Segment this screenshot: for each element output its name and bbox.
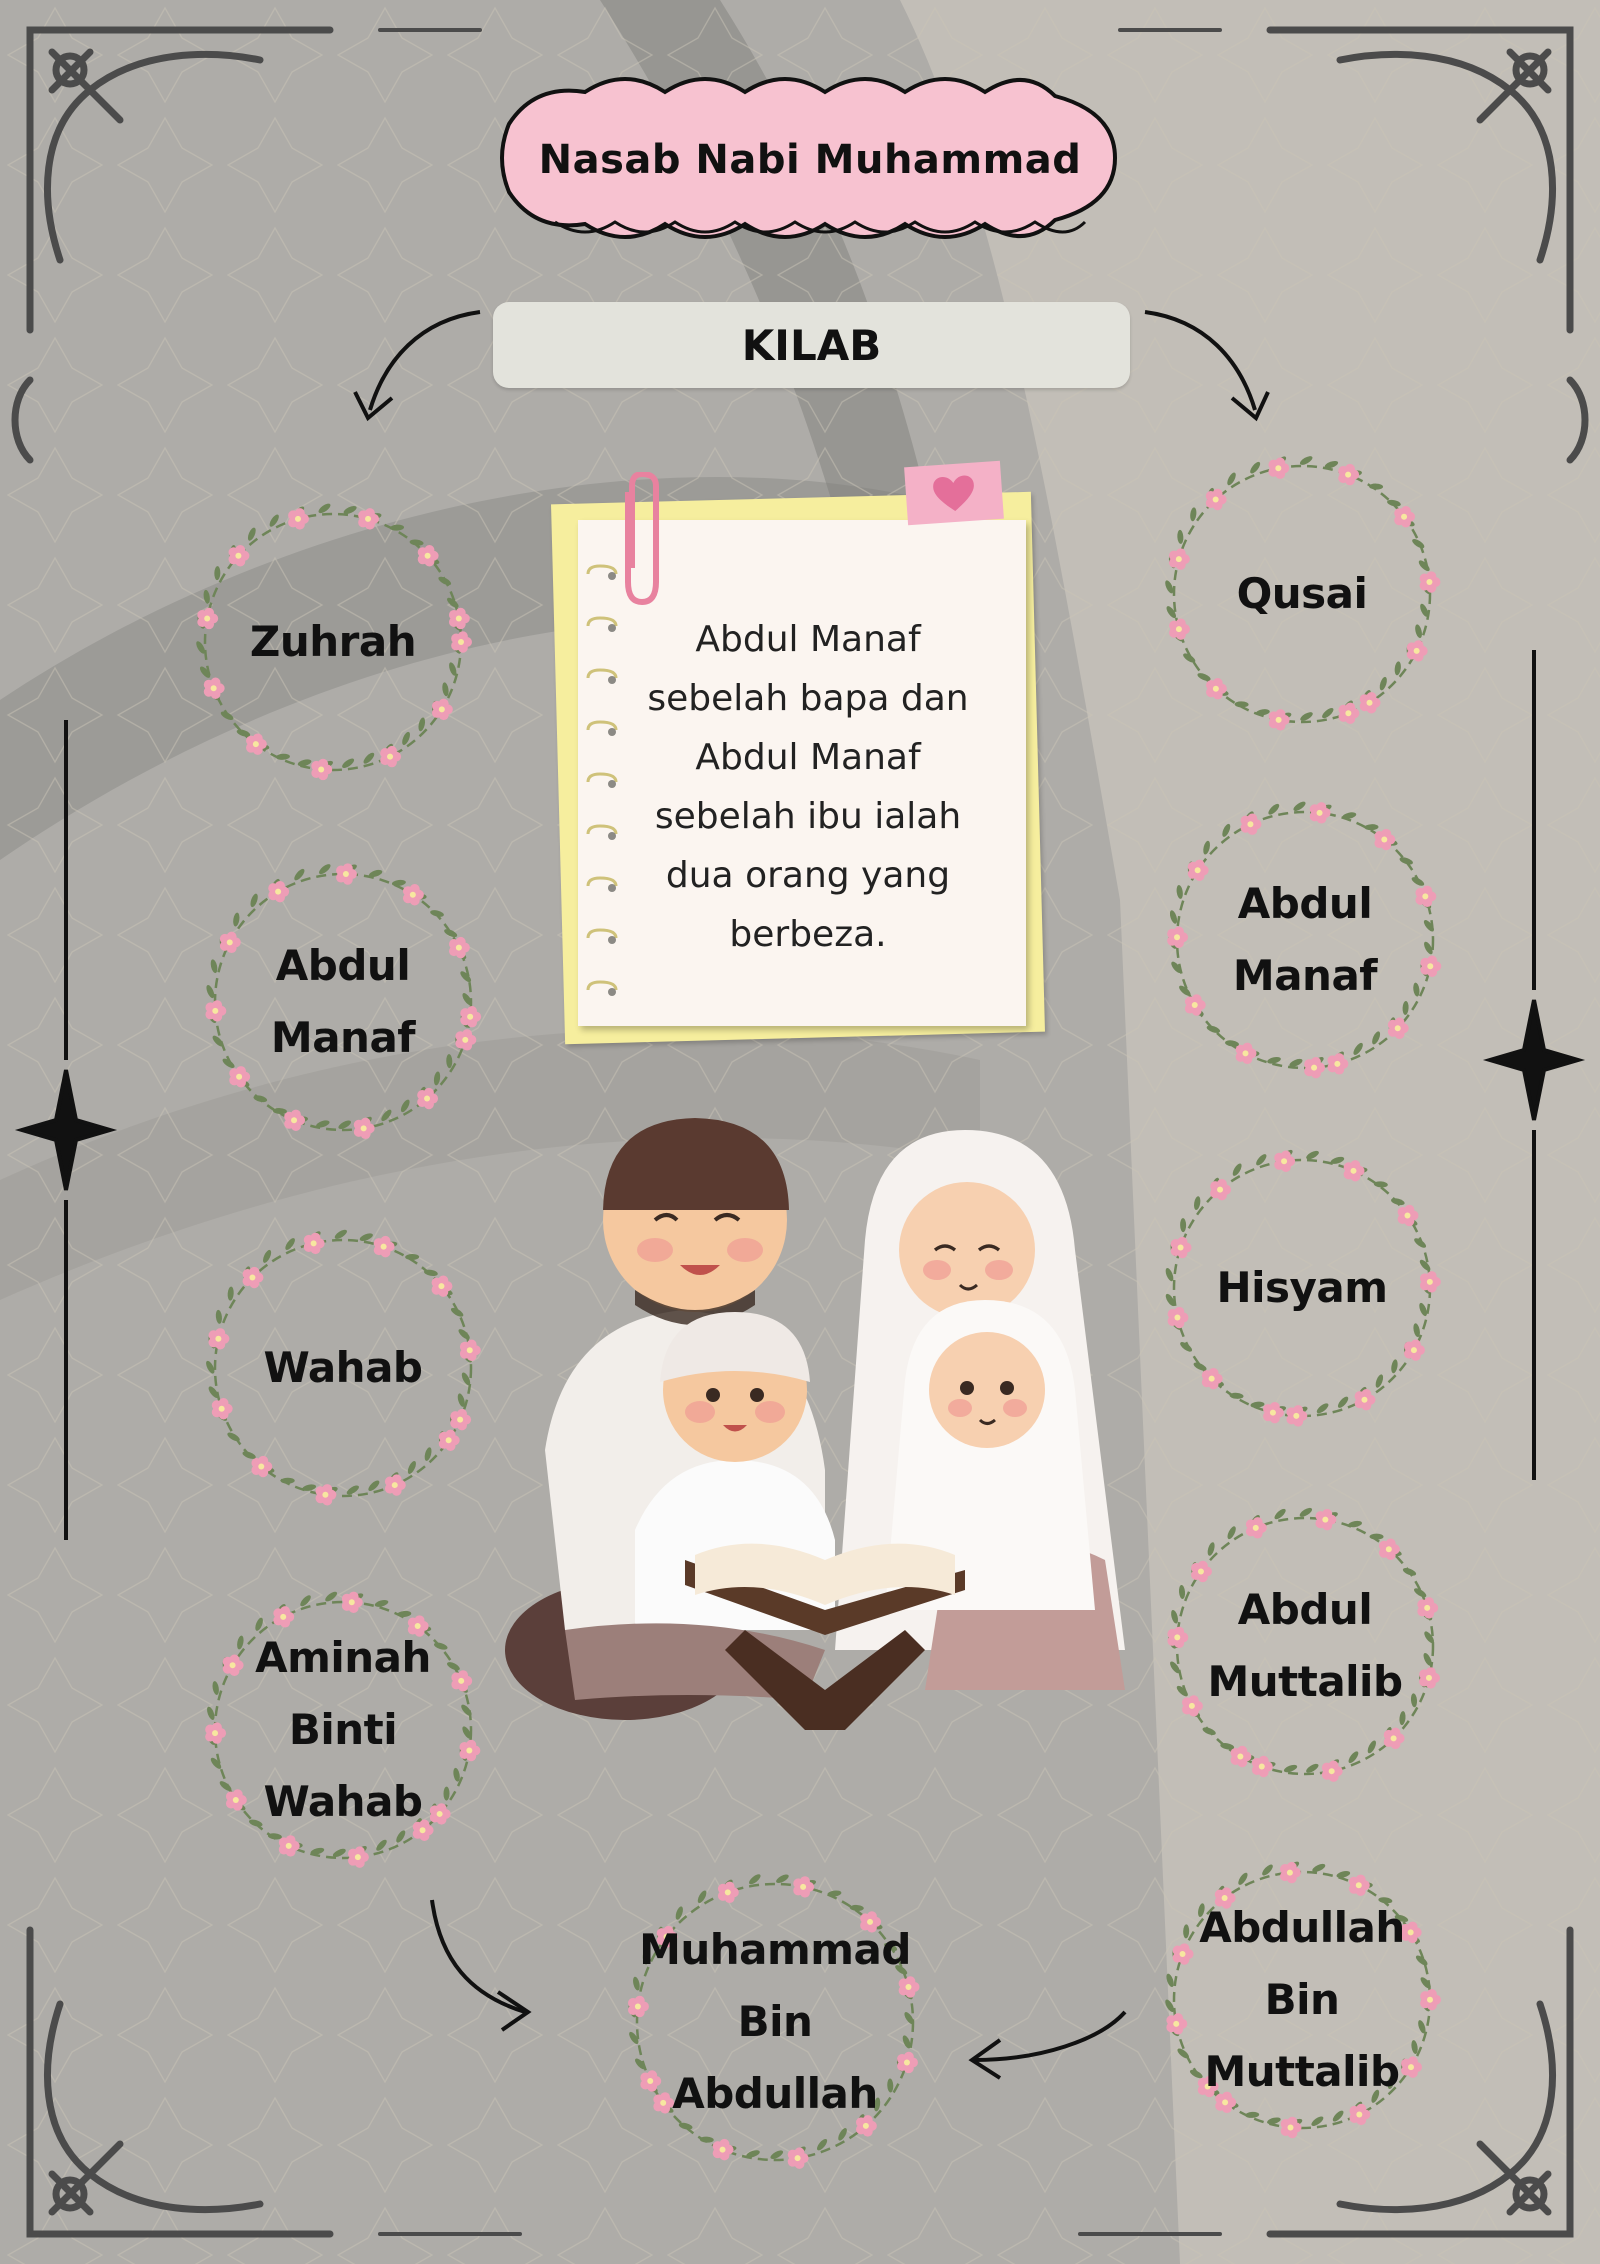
node-label: Zuhrah xyxy=(249,617,417,666)
right-node-1 xyxy=(1152,444,1452,744)
note-line: Abdul Manaf xyxy=(695,619,921,660)
spiral-ring-icon xyxy=(586,720,620,740)
node-label: Wahab xyxy=(263,1343,423,1392)
paperclip-icon xyxy=(610,472,670,612)
left-node-1 xyxy=(183,492,483,792)
left-node-3 xyxy=(193,1218,493,1518)
node-label: Muhammad Bin Abdullah xyxy=(639,1925,911,2118)
left-node-4 xyxy=(193,1580,493,1880)
result-node xyxy=(615,1862,935,2182)
note-line: sebelah bapa dan xyxy=(647,678,969,719)
right-node-3 xyxy=(1152,1138,1452,1438)
note-line: Abdul Manaf xyxy=(695,737,921,778)
family-reading-quran-illustration xyxy=(505,1090,1165,1740)
spiral-ring-icon xyxy=(586,772,620,792)
right-node-5 xyxy=(1152,1850,1452,2150)
note-line: dua orang yang xyxy=(665,855,951,896)
title-banner xyxy=(495,72,1125,244)
spiral-ring-icon xyxy=(586,980,620,1000)
left-node-2 xyxy=(193,852,493,1152)
note-line: sebelah ibu ialah xyxy=(654,796,962,837)
node-label: Abdullah Bin Muttalib xyxy=(1199,1903,1405,2096)
node-label: Hisyam xyxy=(1216,1263,1388,1312)
spiral-ring-icon xyxy=(586,668,620,688)
spiral-ring-icon xyxy=(586,616,620,636)
note-line: berbeza. xyxy=(729,914,887,955)
node-label: Abdul Manaf xyxy=(270,941,416,1062)
page-title: Nasab Nabi Muhammad xyxy=(538,137,1082,183)
note-text xyxy=(618,610,998,964)
heart-icon xyxy=(931,472,978,515)
spiral-ring-icon xyxy=(586,928,620,948)
node-label: Aminah Binti Wahab xyxy=(255,1633,431,1826)
spiral-ring-icon xyxy=(586,876,620,896)
heart-tag xyxy=(904,461,1004,526)
node-label: Abdul Manaf xyxy=(1232,879,1378,1000)
node-label: Qusai xyxy=(1236,569,1368,618)
root-node: KILAB xyxy=(493,302,1130,388)
node-label: Abdul Muttalib xyxy=(1207,1585,1403,1706)
right-node-4 xyxy=(1155,1496,1455,1796)
right-node-2 xyxy=(1155,790,1455,1090)
spiral-ring-icon xyxy=(586,824,620,844)
